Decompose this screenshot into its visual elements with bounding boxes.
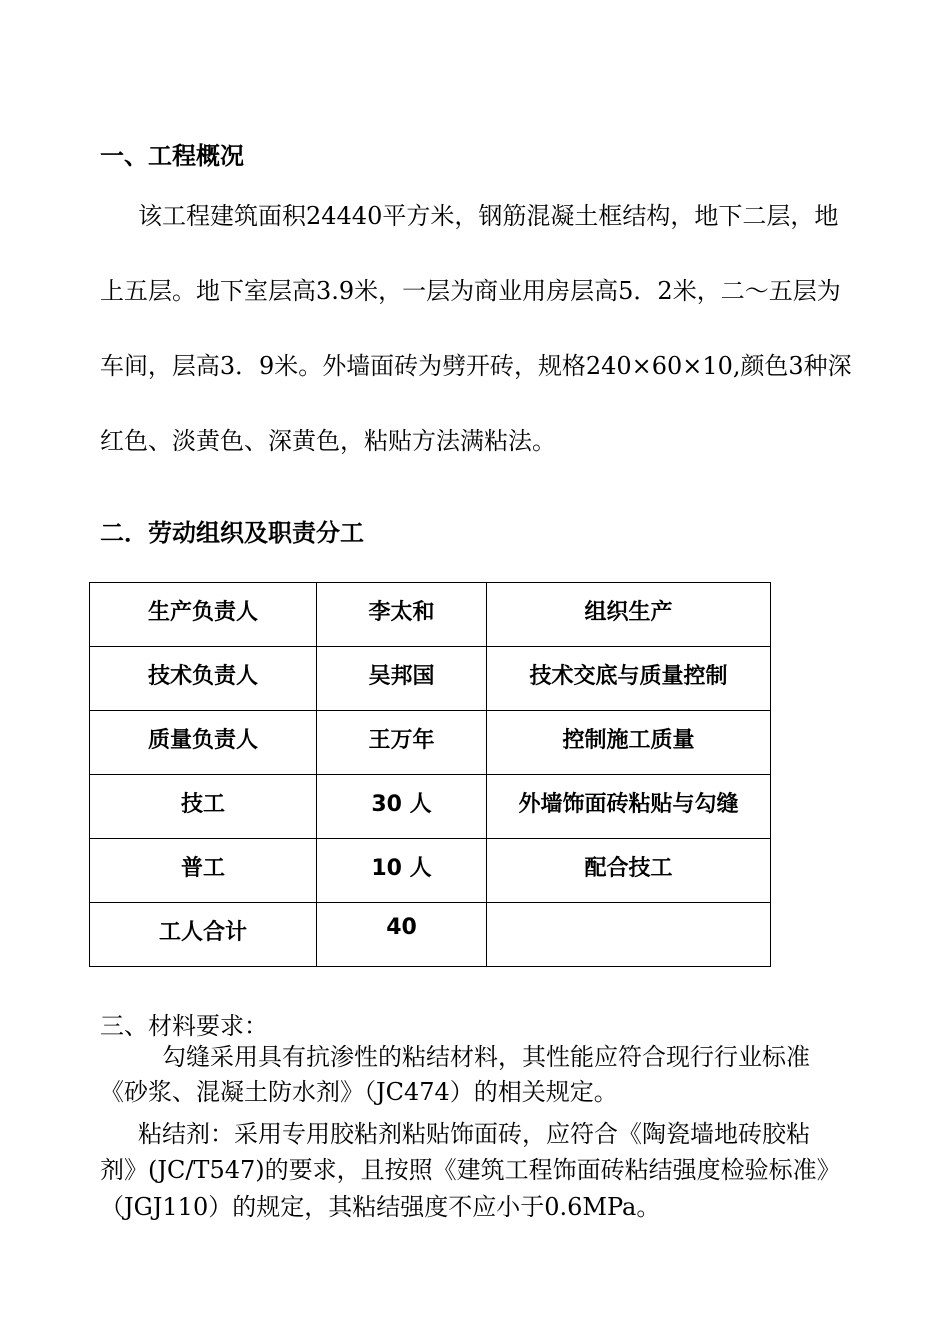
person-cell: 王万年 (317, 711, 487, 775)
section-3-line-3: 粘结剂：采用专用胶粘剂粘贴饰面砖，应符合《陶瓷墙地砖胶粘 (138, 1120, 810, 1148)
role-cell: 技术负责人 (90, 647, 317, 711)
section-2-heading: 二．劳动组织及职责分工 (100, 519, 364, 547)
duty-cell: 组织生产 (487, 583, 771, 647)
table-row (90, 647, 771, 711)
duty-cell: 技术交底与质量控制 (487, 647, 771, 711)
section-3-line-2: 《砂浆、混凝土防水剂》（JC474）的相关规定。 (100, 1078, 618, 1106)
role-cell: 普工 (90, 839, 317, 903)
role-cell: 生产负责人 (90, 583, 317, 647)
table-row (90, 839, 771, 903)
section-3-line-1: 勾缝采用具有抗渗性的粘结材料，其性能应符合现行行业标准 (162, 1043, 810, 1071)
person-cell: 10 人 (317, 839, 487, 903)
role-cell: 工人合计 (90, 903, 317, 967)
section-3-line-4: 剂》(JC/T547)的要求，且按照《建筑工程饰面砖粘结强度检验标准》 (100, 1156, 841, 1184)
person-cell: 40 (317, 903, 487, 967)
table-row (90, 583, 771, 647)
duty-cell: 配合技工 (487, 839, 771, 903)
section-1-line-3: 车间，层高3．9米。外墙面砖为劈开砖，规格240×60×10,颜色3种深 (100, 352, 852, 380)
labor-organization-table (89, 582, 771, 967)
person-cell: 吴邦国 (317, 647, 487, 711)
duty-cell: 外墙饰面砖粘贴与勾缝 (487, 775, 771, 839)
duty-cell (487, 903, 771, 967)
person-cell: 30 人 (317, 775, 487, 839)
person-cell: 李太和 (317, 583, 487, 647)
section-3-line-5: （JGJ110）的规定，其粘结强度不应小于0.6MPa。 (100, 1193, 661, 1221)
section-1-line-4: 红色、淡黄色、深黄色，粘贴方法满粘法。 (100, 427, 556, 455)
section-1-line-2: 上五层。地下室层高3.9米，一层为商业用房层高5．2米，二～五层为 (100, 277, 841, 305)
section-1-line-1: 该工程建筑面积24440平方米，钢筋混凝土框结构，地下二层，地 (138, 202, 839, 230)
role-cell: 质量负责人 (90, 711, 317, 775)
role-cell: 技工 (90, 775, 317, 839)
table-row (90, 903, 771, 967)
section-1-heading: 一、工程概况 (100, 142, 244, 170)
section-3-heading: 三、材料要求： (100, 1012, 268, 1040)
table-row (90, 775, 771, 839)
table-row (90, 711, 771, 775)
duty-cell: 控制施工质量 (487, 711, 771, 775)
